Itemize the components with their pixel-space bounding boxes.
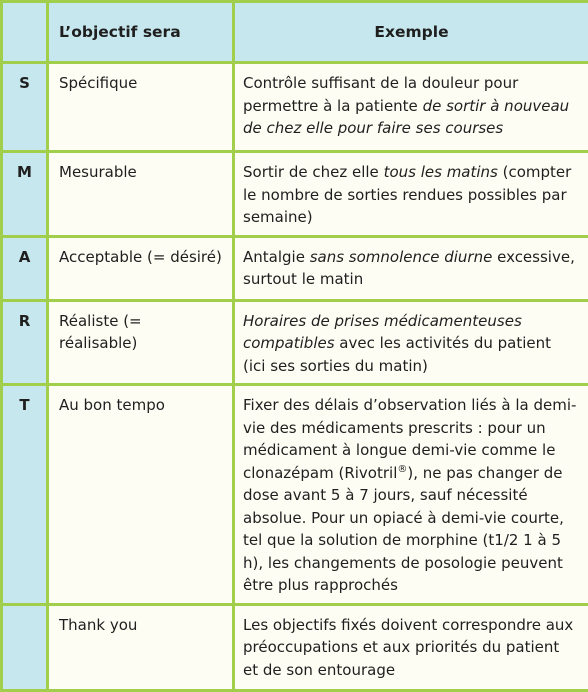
row-objectif: Spécifique: [48, 63, 234, 152]
table-row: [2, 300, 588, 385]
header-objectif: L’objectif sera: [48, 2, 234, 63]
table-row: [2, 63, 588, 152]
header-letter-cell: [2, 2, 48, 63]
exemple-italic-text: Horaires de prises médicamenteuses compatibles: [243, 312, 522, 353]
row-letter: A: [2, 236, 48, 300]
exemple-text: (compter le nombre de sorties rendues possibles par semaine): [243, 163, 571, 226]
exemple-text: Les objectifs fixés doivent correspondre aux préoccupations et aux priorités du patient et de son entourage: [243, 616, 573, 679]
row-exemple: [234, 604, 588, 690]
row-exemple: [234, 385, 588, 605]
table-row: [2, 152, 588, 237]
row-exemple: [234, 152, 588, 237]
row-objectif: Thank you: [48, 604, 234, 690]
row-objectif: Acceptable (= désiré): [48, 236, 234, 300]
exemple-italic-text: tous les matins: [384, 163, 498, 181]
exemple-text: Contrôle suffisant de la douleur pour permettre à la patiente: [243, 74, 518, 115]
table-row: [2, 385, 588, 605]
exemple-text: excessive, surtout le matin: [243, 248, 575, 289]
exemple-text: avec les activités du patient (ici ses sorties du matin): [243, 334, 551, 375]
row-exemple: [234, 236, 588, 300]
row-objectif: Réaliste (= réalisable): [48, 300, 234, 385]
header-exemple: Exemple: [234, 2, 588, 63]
table-row: [2, 236, 588, 300]
header-row: [2, 2, 588, 63]
row-letter: M: [2, 152, 48, 237]
exemple-text: Sortir de chez elle: [243, 163, 384, 181]
exemple-text: ), ne pas changer de dose avant 5 à 7 jours, sauf nécessité absolue. Pour un opiacé à demi-vie courte, tel que la solution de morphine (t1/2 1 à 5 h), les changements de posologie peuvent être plus rapprochés: [243, 464, 564, 595]
exemple-text: Fixer des délais d’observation liés à la demi-vie des médicaments prescrits : pour un médicament à longue demi-vie comme le clonazépam (Rivotril: [243, 396, 576, 482]
row-objectif: Mesurable: [48, 152, 234, 237]
row-letter: [2, 604, 48, 690]
row-exemple: [234, 63, 588, 152]
exemple-text: Antalgie: [243, 248, 310, 266]
row-letter: T: [2, 385, 48, 605]
row-letter: S: [2, 63, 48, 152]
exemple-italic-text: sans somnolence diurne: [310, 248, 493, 266]
exemple-italic-text: de sortir à nouveau de chez elle pour faire ses courses: [243, 97, 569, 138]
registered-mark: ®: [397, 464, 407, 475]
row-objectif: Au bon tempo: [48, 385, 234, 605]
table-row: [2, 604, 588, 690]
row-letter: R: [2, 300, 48, 385]
row-exemple: [234, 300, 588, 385]
